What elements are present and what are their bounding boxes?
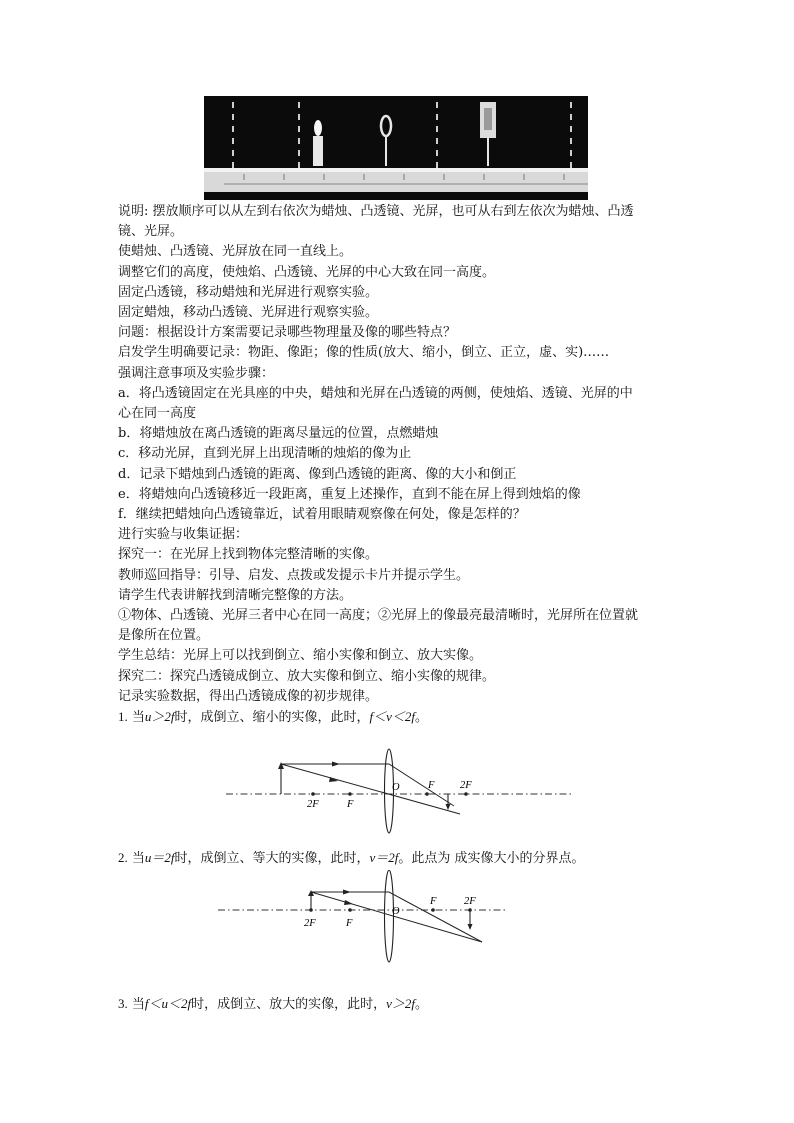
label-f-right: F bbox=[430, 896, 437, 907]
rule-text: 当 bbox=[127, 710, 145, 726]
rule-number: 2. bbox=[118, 850, 128, 865]
label-f-right: F bbox=[428, 780, 435, 791]
focal-point bbox=[464, 792, 468, 796]
rule-result: v＞2f bbox=[386, 996, 416, 1011]
focal-point bbox=[425, 792, 429, 796]
text-line: e．将蜡烛向凸透镜移近一段距离，重复上述操作，直到不能在屏上得到烛焰的像 bbox=[118, 486, 581, 502]
text-line: 镜、光屏。 bbox=[118, 224, 184, 240]
image-arrow-head bbox=[446, 804, 451, 810]
text-line: f．继续把蜡烛向凸透镜靠近，试着用眼睛观察像在何处，像是怎样的？ bbox=[118, 507, 526, 523]
text-line: 探究二：探究凸透镜成倒立、放大实像和倒立、缩小实像的规律。 bbox=[118, 668, 496, 684]
text-line: a．将凸透镜固定在光具座的中央，蜡烛和光屏在凸透镜的两侧，使烛焰、透镜、光屏的中 bbox=[118, 385, 633, 401]
optical-bench-illustration bbox=[204, 96, 588, 200]
lens-diagram-2 bbox=[214, 870, 510, 966]
focal-point bbox=[348, 908, 352, 912]
rule-text: 时，成倒立、缩小的实像，此时， bbox=[174, 710, 370, 726]
label-o: O bbox=[392, 782, 400, 793]
lens-diagram-1 bbox=[222, 748, 576, 836]
text-line: 启发学生明确要记录：物距、像距；像的性质(放大、缩小，倒立、正立，虚、实)…… bbox=[118, 345, 610, 361]
rule-text: 。 bbox=[415, 710, 429, 726]
optical-bench-photo bbox=[204, 96, 588, 200]
text-line: 是像所在位置。 bbox=[118, 628, 210, 644]
focal-point bbox=[348, 792, 352, 796]
text-line: 使蜡烛、凸透镜、光屏放在同一直线上。 bbox=[118, 244, 353, 260]
text-line: d．记录下蜡烛到凸透镜的距离、像到凸透镜的距离、像的大小和倒正 bbox=[118, 466, 517, 482]
ray-arrow-head bbox=[343, 890, 351, 895]
rule-text: 当 bbox=[127, 997, 145, 1012]
rule-condition: f＜u＜2f bbox=[144, 996, 192, 1011]
focal-point bbox=[309, 908, 313, 912]
label-2f-left: 2F bbox=[304, 918, 316, 929]
label-2f-right: 2F bbox=[464, 896, 476, 907]
text-line: 请学生代表讲解找到清晰完整像的方法。 bbox=[118, 587, 353, 603]
rule-condition: u＞2f bbox=[144, 709, 175, 725]
object-arrow-head bbox=[278, 762, 284, 769]
rule-number: 3. bbox=[118, 996, 128, 1011]
rule-2 bbox=[118, 848, 680, 869]
rule-text: 。 bbox=[415, 997, 429, 1012]
text-line: 进行实验与收集证据： bbox=[118, 527, 249, 543]
label-o: O bbox=[392, 906, 400, 917]
label-f-left: F bbox=[346, 918, 353, 929]
text-line: 探究一：在光屏上找到物体完整清晰的实像。 bbox=[118, 547, 379, 563]
text-line: ①物体、凸透镜、光屏三者中心在同一高度；②光屏上的像最亮最清晰时，光屏所在位置就 bbox=[118, 608, 639, 624]
focal-point bbox=[431, 908, 435, 912]
label-2f-right: 2F bbox=[460, 780, 472, 791]
rule-text: 当 bbox=[127, 851, 145, 866]
focal-point bbox=[468, 908, 472, 912]
rule-3 bbox=[118, 994, 680, 1015]
text-line: 调整它们的高度，使烛焰、凸透镜、光屏的中心大致在同一高度。 bbox=[118, 264, 496, 280]
text-line: 说明: 摆放顺序可以从左到右依次为蜡烛、凸透镜、光屏，也可从右到左依次为蜡烛、凸透 bbox=[118, 204, 634, 219]
text-line: 学生总结：光屏上可以找到倒立、缩小实像和倒立、放大实像。 bbox=[118, 648, 483, 664]
text-line: 强调注意事项及实验步骤： bbox=[118, 365, 275, 381]
text-line: 固定蜡烛，移动凸透镜、光屏进行观察实验。 bbox=[118, 305, 379, 321]
text-line: c．移动光屏，直到光屏上出现清晰的烛焰的像为止 bbox=[118, 446, 412, 462]
text-line: b．将蜡烛放在离凸透镜的距离尽量远的位置，点燃蜡烛 bbox=[118, 426, 439, 442]
image-arrow-head bbox=[468, 924, 473, 930]
text-line: 问题：根据设计方案需要记录哪些物理量及像的哪些特点？ bbox=[118, 325, 457, 341]
rule-condition: u＝2f bbox=[144, 850, 175, 865]
body-text bbox=[118, 202, 680, 728]
text-line: 固定凸透镜，移动蜡烛和光屏进行观察实验。 bbox=[118, 284, 379, 300]
rule-text: 。此点为 成实像大小的分界点。 bbox=[398, 851, 585, 866]
label-f-left: F bbox=[347, 799, 354, 810]
ray-arrow-head bbox=[332, 762, 340, 767]
focal-point bbox=[311, 792, 315, 796]
text-line: 心在同一高度 bbox=[118, 406, 197, 422]
rule-text: 时，成倒立、等大的实像，此时， bbox=[174, 851, 370, 866]
rule-2-block bbox=[118, 848, 680, 869]
text-line: 教师巡回指导：引导、启发、点拨或发提示卡片并提示学生。 bbox=[118, 567, 470, 583]
ray-center bbox=[311, 892, 482, 942]
label-2f-left: 2F bbox=[307, 799, 319, 810]
text-line: 记录实验数据，得出凸透镜成像的初步规律。 bbox=[118, 688, 379, 704]
rule-result: v＝2f bbox=[369, 850, 399, 865]
rule-number: 1. bbox=[118, 709, 128, 725]
rule-result: f＜v＜2f bbox=[369, 709, 416, 725]
rule-3-block bbox=[118, 994, 680, 1015]
rule-1 bbox=[118, 707, 680, 728]
rule-text: 时，成倒立、放大的实像，此时， bbox=[191, 997, 387, 1012]
